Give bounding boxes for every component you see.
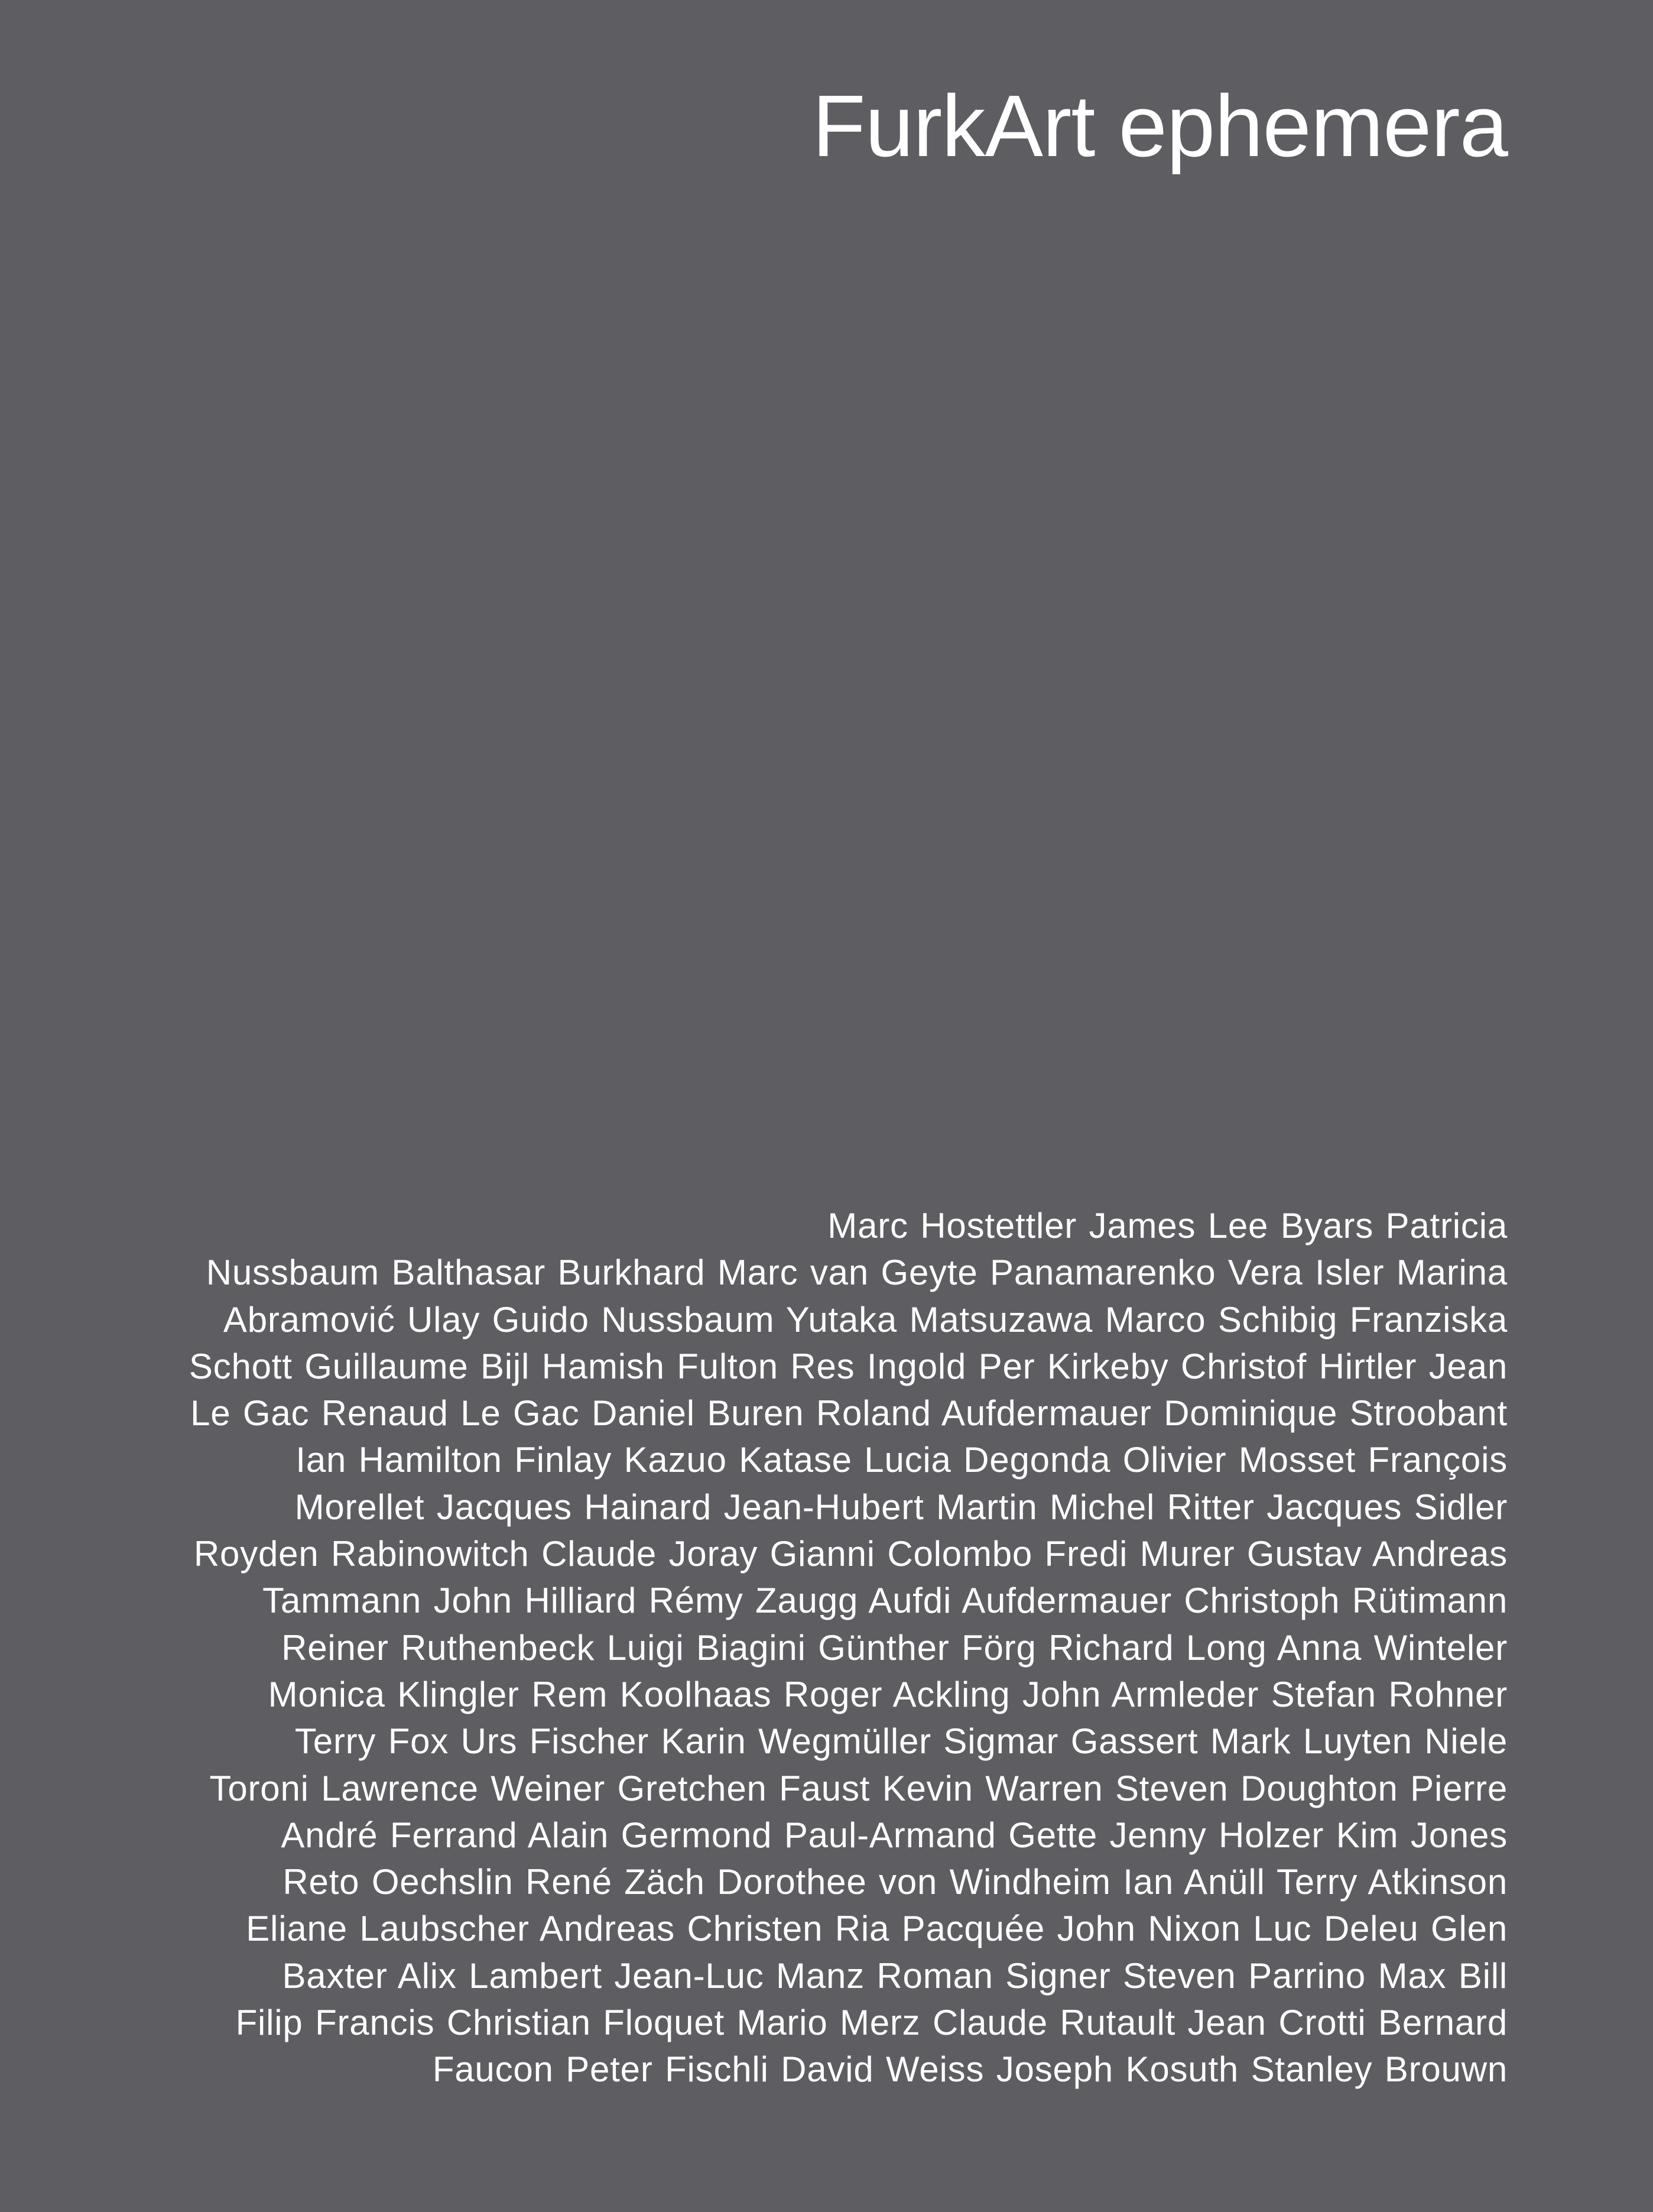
artist-names-line: Filip Francis Christian Floquet Mario Merz Claude Rutault Jean Crotti Bernard (235, 2003, 1508, 2043)
artist-names-line: Faucon Peter Fischli David Weiss Joseph Kosuth Stanley Brouwn (432, 2049, 1508, 2090)
artist-names-line: Ian Hamilton Finlay Kazuo Katase Lucia Degonda Olivier Mosset François (295, 1440, 1508, 1480)
artist-names-line: Reto Oechslin René Zäch Dorothee von Windheim Ian Anüll Terry Atkinson (282, 1862, 1508, 1902)
cover-title: FurkArt ephemera (812, 77, 1508, 175)
artist-names-line: Le Gac Renaud Le Gac Daniel Buren Roland Aufdermauer Dominique Stroobant (190, 1393, 1508, 1433)
artist-names-block (123, 1202, 1508, 2093)
artist-names-line: Terry Fox Urs Fischer Karin Wegmüller Sigmar Gassert Mark Luyten Niele (294, 1721, 1508, 1762)
artist-names-line: Tammann John Hilliard Rémy Zaugg Aufdi Aufdermauer Christoph Rütimann (262, 1581, 1508, 1621)
artist-names-line: Reiner Ruthenbeck Luigi Biagini Günther Förg Richard Long Anna Winteler (281, 1627, 1508, 1668)
artist-names-line: André Ferrand Alain Germond Paul-Armand Gette Jenny Holzer Kim Jones (281, 1815, 1508, 1855)
artist-names-line: Monica Klingler Rem Koolhaas Roger Ackling John Armleder Stefan Rohner (268, 1674, 1508, 1714)
artist-names-line: Morellet Jacques Hainard Jean-Hubert Martin Michel Ritter Jacques Sidler (294, 1487, 1508, 1527)
artist-names-line: Schott Guillaume Bijl Hamish Fulton Res Ingold Per Kirkeby Christof Hirtler Jean (189, 1346, 1508, 1386)
artist-names-line: Nussbaum Balthasar Burkhard Marc van Geyte Panamarenko Vera Isler Marina (206, 1253, 1508, 1293)
artist-names-line: Toroni Lawrence Weiner Gretchen Faust Kevin Warren Steven Doughton Pierre (209, 1768, 1508, 1808)
artist-names-line: Abramović Ulay Guido Nussbaum Yutaka Matsuzawa Marco Schibig Franziska (223, 1299, 1508, 1339)
artist-names-line: Eliane Laubscher Andreas Christen Ria Pacquée John Nixon Luc Deleu Glen (246, 1909, 1508, 1949)
artist-names-line: Marc Hostettler James Lee Byars Patricia (827, 1206, 1508, 1246)
artist-names-line: Baxter Alix Lambert Jean-Luc Manz Roman Signer Steven Parrino Max Bill (282, 1955, 1508, 1996)
artist-names-line: Royden Rabinowitch Claude Joray Gianni Colombo Fredi Murer Gustav Andreas (193, 1534, 1508, 1574)
